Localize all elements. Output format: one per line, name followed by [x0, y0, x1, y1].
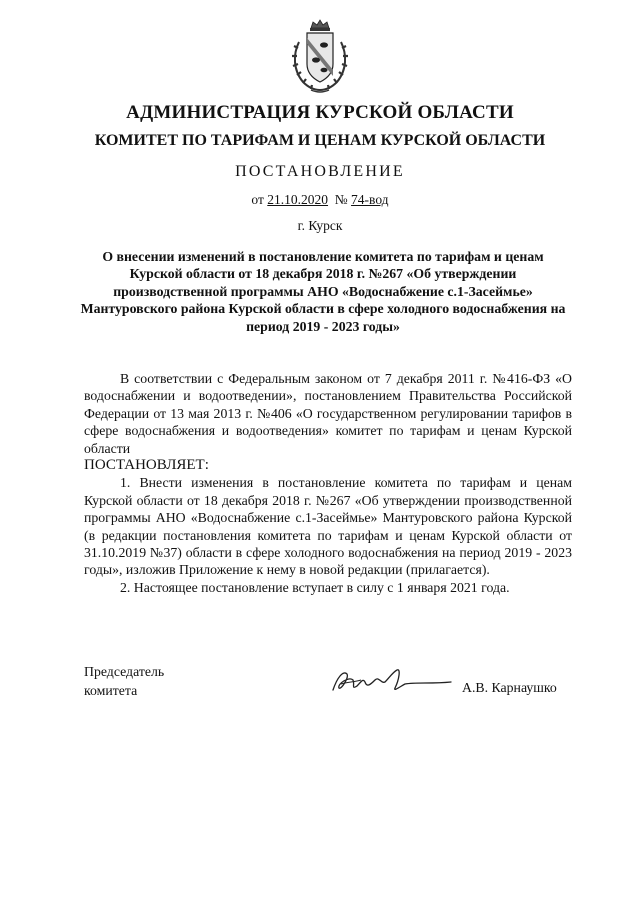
date-line: [0, 192, 640, 208]
preamble-paragraph: В соответствии с Федеральным законом от 7 декабря 2011 г. №416-ФЗ «О водоснабжении и водоотведении», постановлением Правительства Российской Федерации от 13 мая 2013 г. №406 «О государственном регулировании тарифов в сфере водоснабжения и водоотведения» комитет по тарифам и ценам Курской области: [84, 371, 572, 456]
document-type: ПОСТАНОВЛЕНИЕ: [235, 163, 405, 180]
signatory-title: [84, 662, 164, 700]
signatory-title-line1: Председатель: [84, 664, 165, 679]
document-subject: О внесении изменений в постановление комитета по тарифам и ценам Курской области от 18 декабря 2018 г. №267 «Об утверждении производственной программы АНО «Водоснабжение с.1-Засеймье» Мантуровского района Курской области в сфере холодного водоснабжения на период 2019 - 2023 годы»: [80, 249, 566, 334]
signatory-name: А.В. Карнаушко: [462, 680, 557, 695]
committee-title: КОМИТЕТ ПО ТАРИФАМ И ЦЕНАМ КУРСКОЙ ОБЛАСТИ: [94, 132, 546, 149]
city: г. Курск: [297, 218, 343, 233]
signatory-title-line2: комитета: [84, 683, 138, 698]
date-prefix: от: [251, 192, 264, 207]
document-number: 74-вод: [351, 192, 389, 207]
document-body: [84, 370, 572, 596]
handwritten-signature-icon: [327, 660, 457, 700]
document-date: 21.10.2020: [267, 192, 329, 207]
item-1-paragraph: 1. Внести изменения в постановление комитета по тарифам и ценам Курской области от 18 декабря 2018 г. №267 «Об утверждении производственной программы АНО «Водоснабжение с.1-Засеймье» Мантуровского района Курской (в редакции постановления комитета по тарифам и ценам Курской области от 31.10.2019 №37) области в сфере холодного водоснабжения на период 2019 - 2023 годы», изложив Приложение к нему в новой редакции (прилагается).: [84, 475, 572, 578]
resolves-keyword: ПОСТАНОВЛЯЕТ:: [84, 457, 209, 474]
coat-of-arms-icon: [289, 18, 351, 94]
number-prefix: №: [334, 192, 348, 207]
item-2-paragraph: 2. Настоящее постановление вступает в силу с 1 января 2021 года.: [120, 579, 510, 595]
administration-title: АДМИНИСТРАЦИЯ КУРСКОЙ ОБЛАСТИ: [126, 102, 514, 123]
